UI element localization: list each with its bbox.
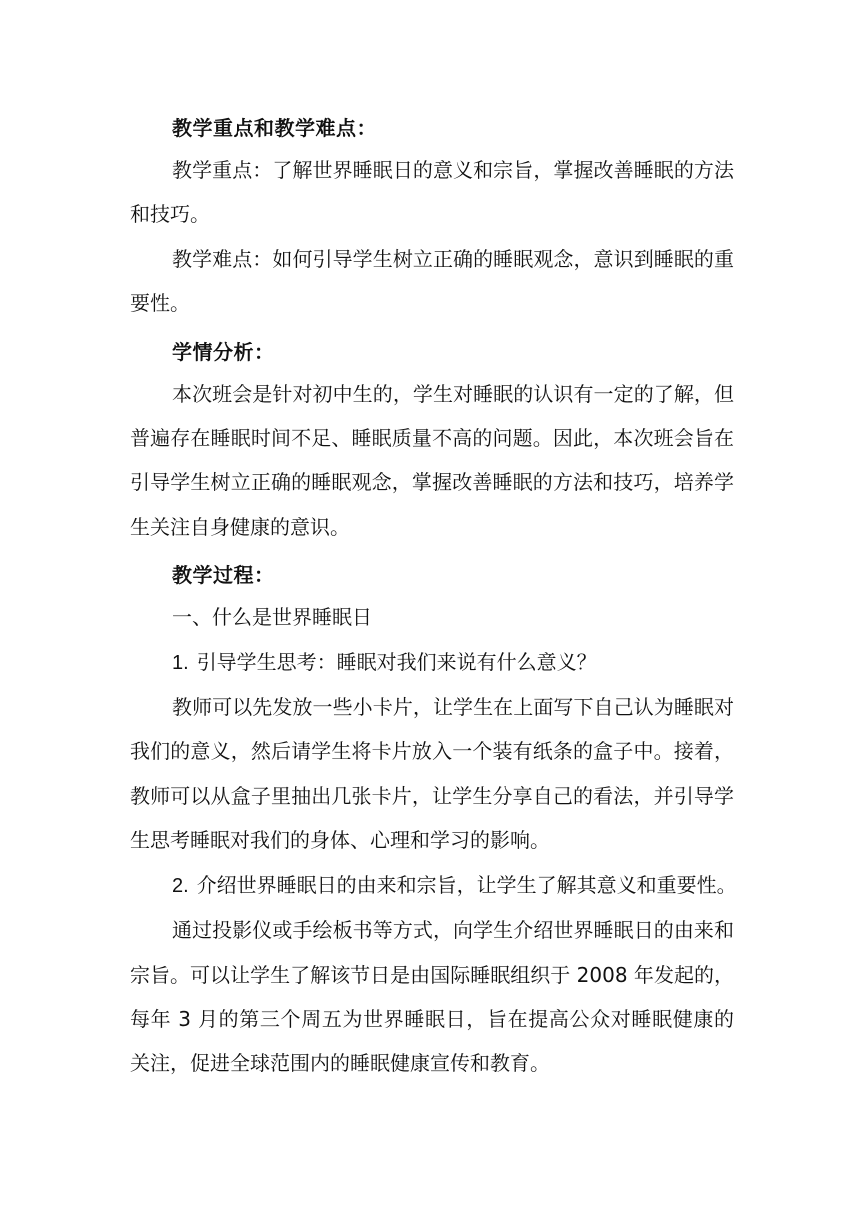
difficulty-paragraph: 教学难点：如何引导学生树立正确的睡眠观念，意识到睡眠的重要性。 — [130, 246, 734, 316]
list-item-1 — [130, 640, 734, 685]
section-heading-process: 教学过程： — [172, 563, 275, 588]
section-heading-analysis: 学情分析： — [172, 339, 275, 364]
part-one-title: 一、什么是世界睡眠日 — [172, 605, 372, 630]
analysis-paragraph: 本次班会是针对初中生的，学生对睡眠的认识有一定的了解，但普遍存在睡眠时间不足、睡眠质量不高的问题。因此，本次班会旨在引导学生树立正确的睡眠观念，掌握改善睡眠的方法和技巧，培养学生关注自身健康的意识。 — [130, 381, 734, 539]
list-item-1-number: 1. — [172, 651, 189, 674]
list-item-1-text: 引导学生思考：睡眠对我们来说有什么意义？ — [196, 649, 597, 674]
list-item-2 — [130, 863, 737, 908]
list-item-2-detail: 通过投影仪或手绘板书等方式，向学生介绍世界睡眠日的由来和宗旨。可以让学生了解该节日是由国际睡眠组织于 2008 年发起的，每年 3 月的第三个周五为世界睡眠日，旨在提高公众对睡眠健康的关注，促进全球范围内的睡眠健康宣传和教育。 — [130, 918, 734, 1076]
list-item-1-detail: 教师可以先发放一些小卡片，让学生在上面写下自己认为睡眠对我们的意义，然后请学生将卡片放入一个装有纸条的盒子中。接着，教师可以从盒子里抽出几张卡片，让学生分享自己的看法，并引导学生思考睡眠对我们的身体、心理和学习的影响。 — [130, 695, 734, 853]
section-heading-focus: 教学重点和教学难点： — [172, 116, 377, 140]
key-point-paragraph: 教学重点：了解世界睡眠日的意义和宗旨，掌握改善睡眠的方法和技巧。 — [130, 158, 734, 227]
list-item-2-text: 介绍世界睡眠日的由来和宗旨，让学生了解其意义和重要性。 — [196, 872, 737, 897]
list-item-2-number: 2. — [172, 874, 189, 897]
document-body — [130, 108, 737, 1086]
